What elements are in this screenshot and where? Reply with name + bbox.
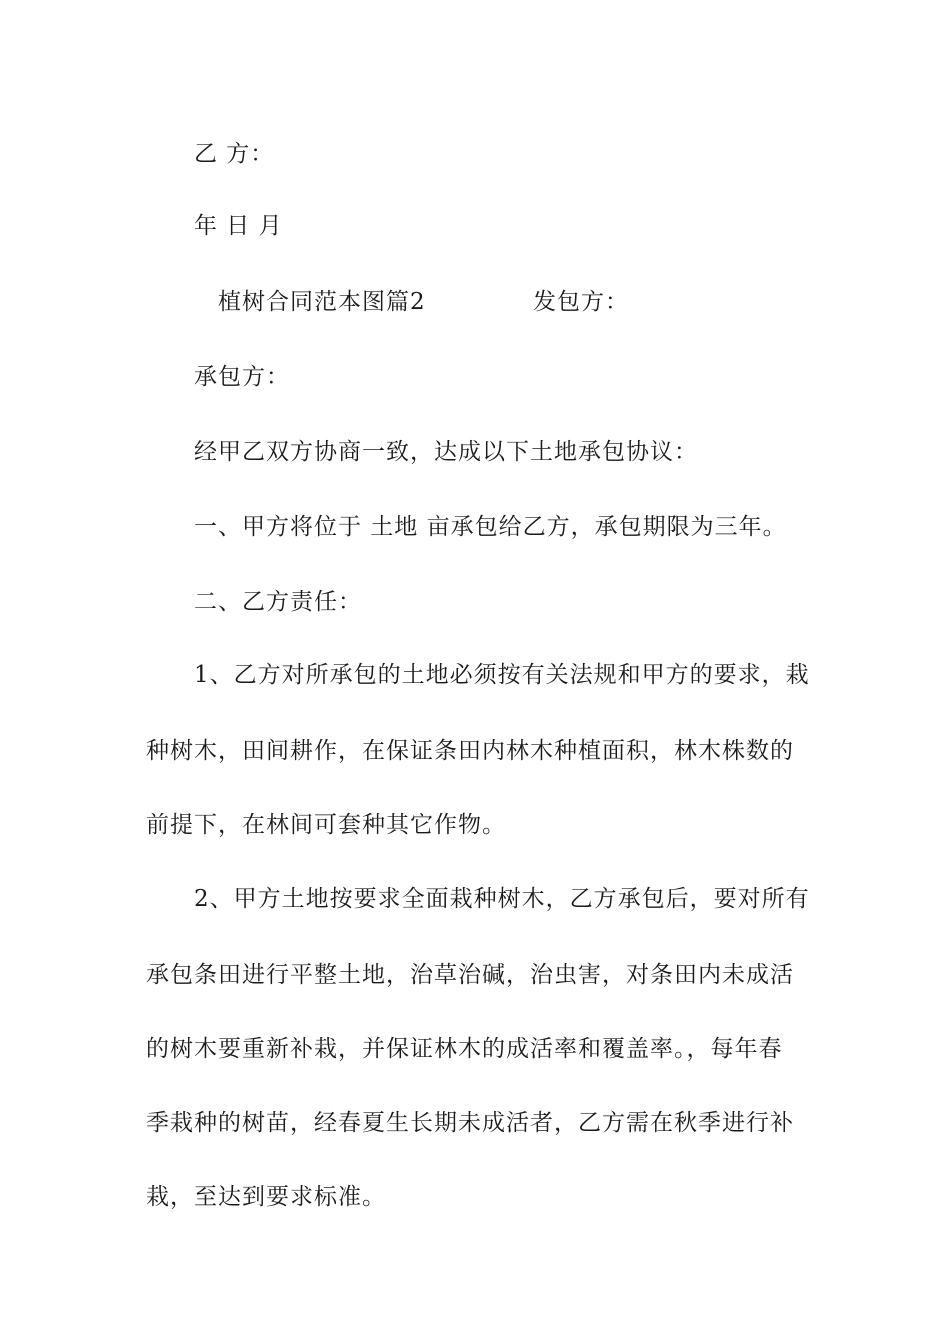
- item-one-line-2: 种树木，田间耕作，在保证条田内林木种植面积，林木株数的: [146, 738, 794, 764]
- agreement-intro: 经甲乙双方协商一致，达成以下土地承包协议：: [194, 439, 698, 465]
- item-one-line-3: 前提下，在林间可套种其它作物。: [146, 812, 506, 838]
- item-two-line-1: 2、甲方土地按要求全面栽种树木，乙方承包后，要对所有: [194, 886, 810, 912]
- item-two-line-5: 栽，至达到要求标准。: [146, 1184, 386, 1210]
- item-one-line-1: 1、乙方对所承包的土地必须按有关法规和甲方的要求，栽: [194, 662, 810, 688]
- clause-two-heading: 二、乙方责任：: [194, 589, 362, 615]
- issuer-label: 发包方：: [533, 289, 629, 315]
- clause-one: 一、甲方将位于 土地 亩承包给乙方，承包期限为三年。: [194, 514, 787, 540]
- contractor-label: 承包方：: [194, 364, 290, 390]
- item-two-line-2: 承包条田进行平整土地，治草治碱，治虫害，对条田内未成活: [146, 962, 794, 988]
- section-title: 植树合同范本图篇2: [218, 289, 426, 315]
- item-two-line-4: 季栽种的树苗，经春夏生长期未成活者，乙方需在秋季进行补: [146, 1110, 794, 1136]
- party-b-signature-label: 乙 方：: [194, 141, 275, 167]
- signature-date-label: 年 日 月: [194, 213, 283, 239]
- item-two-line-3: 的树木要重新补栽，并保证林木的成活率和覆盖率。，每年春: [146, 1036, 783, 1062]
